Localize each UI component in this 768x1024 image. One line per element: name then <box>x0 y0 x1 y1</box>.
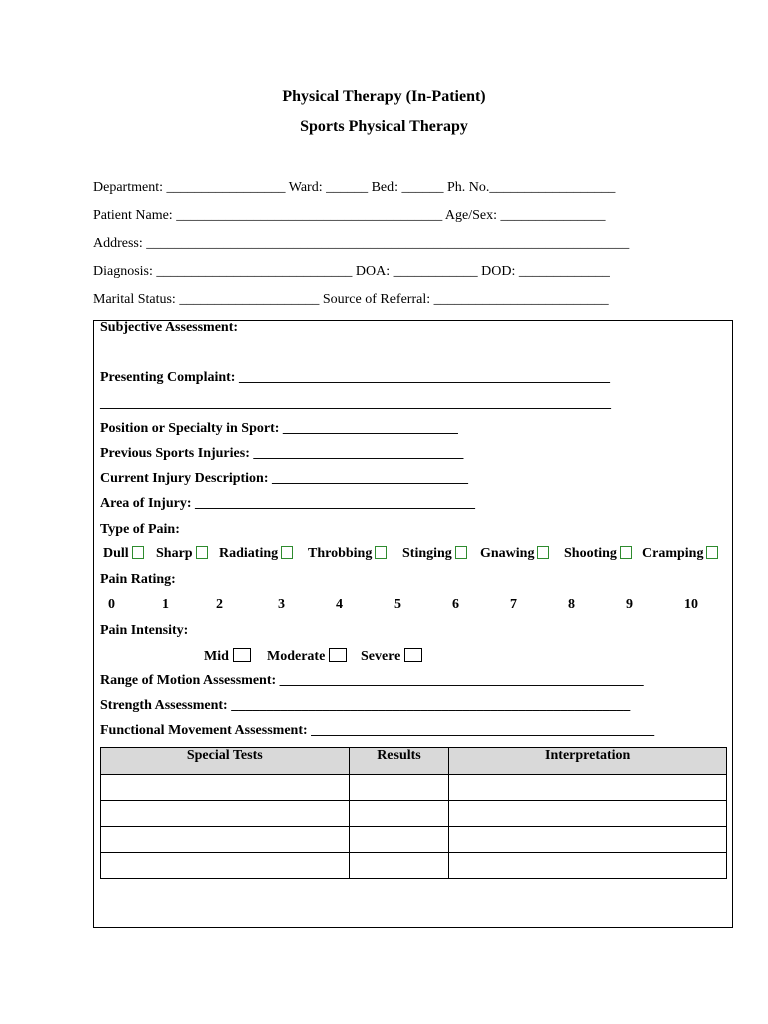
pain-rating-6[interactable]: 6 <box>452 597 459 612</box>
pain-rating-1[interactable]: 1 <box>162 597 169 612</box>
table-cell[interactable] <box>349 801 449 827</box>
pain-rating-0[interactable]: 0 <box>108 597 115 612</box>
table-row <box>101 801 727 827</box>
pain-type-label: Dull <box>103 546 129 561</box>
address-line[interactable]: Address: _____________________________________________________________________ <box>93 236 630 251</box>
table-cell[interactable] <box>449 853 727 879</box>
table-header-row <box>101 748 727 775</box>
pain-type-shooting <box>564 546 632 562</box>
column-header-special-tests: Special Tests <box>101 748 350 775</box>
intensity-moderate <box>267 648 347 665</box>
pain-rating-2[interactable]: 2 <box>216 597 223 612</box>
table-cell[interactable] <box>449 775 727 801</box>
intensity-moderate-checkbox[interactable] <box>329 648 347 662</box>
pain-throbbing-checkbox[interactable] <box>375 546 387 559</box>
pain-type-label: Shooting <box>564 546 617 561</box>
pain-type-label: Sharp <box>156 546 193 561</box>
table-row <box>101 775 727 801</box>
table-cell[interactable] <box>349 827 449 853</box>
strength-assessment-field[interactable]: Strength Assessment: _________________________________________________________ <box>100 698 631 713</box>
pain-rating-3[interactable]: 3 <box>278 597 285 612</box>
table-row <box>101 853 727 879</box>
presenting-complaint-continuation[interactable]: _________________________________________________________________________ <box>100 396 611 411</box>
intensity-mid <box>204 648 251 665</box>
column-header-interpretation: Interpretation <box>449 748 727 775</box>
pain-type-label: Throbbing <box>308 546 373 561</box>
current-injury-field[interactable]: Current Injury Description: ____________________________ <box>100 471 469 486</box>
intensity-mid-checkbox[interactable] <box>233 648 251 662</box>
area-of-injury-field[interactable]: Area of Injury: ________________________________________ <box>100 496 476 511</box>
functional-movement-field[interactable]: Functional Movement Assessment: _________________________________________________ <box>100 723 655 738</box>
pain-intensity-label: Pain Intensity: <box>100 623 189 638</box>
table-cell[interactable] <box>101 775 350 801</box>
subjective-assessment-heading: Subjective Assessment: <box>100 320 239 335</box>
pain-type-label: Radiating <box>219 546 279 561</box>
intensity-severe <box>361 648 422 665</box>
type-of-pain-label: Type of Pain: <box>100 522 180 537</box>
marital-status-referral-line[interactable]: Marital Status: ____________________ Source of Referral: _________________________ <box>93 292 609 307</box>
pain-type-radiating <box>219 546 293 562</box>
pain-rating-8[interactable]: 8 <box>568 597 575 612</box>
form-title: Physical Therapy (In-Patient) <box>282 88 486 105</box>
pain-rating-10[interactable]: 10 <box>684 597 698 612</box>
intensity-label: Mid <box>204 649 229 664</box>
pain-type-stinging <box>402 546 467 562</box>
pain-type-gnawing <box>480 546 549 562</box>
previous-injuries-field[interactable]: Previous Sports Injuries: ______________________________ <box>100 446 464 461</box>
pain-rating-label: Pain Rating: <box>100 572 176 587</box>
pain-type-sharp <box>156 546 208 562</box>
table-cell[interactable] <box>349 775 449 801</box>
diagnosis-doa-dod-line[interactable]: Diagnosis: ____________________________ DOA: ____________ DOD: _____________ <box>93 264 610 279</box>
range-of-motion-field[interactable]: Range of Motion Assessment: ____________________________________________________ <box>100 673 644 688</box>
pain-gnawing-checkbox[interactable] <box>537 546 549 559</box>
intensity-label: Severe <box>361 649 401 664</box>
table-cell[interactable] <box>349 853 449 879</box>
pain-radiating-checkbox[interactable] <box>281 546 293 559</box>
intensity-label: Moderate <box>267 649 326 664</box>
pain-type-throbbing <box>308 546 387 562</box>
department-ward-bed-phone-line[interactable]: Department: _________________ Ward: ______ Bed: ______ Ph. No.__________________ <box>93 180 616 195</box>
form-subtitle: Sports Physical Therapy <box>300 118 468 135</box>
pain-rating-4[interactable]: 4 <box>336 597 343 612</box>
pain-rating-5[interactable]: 5 <box>394 597 401 612</box>
sport-position-field[interactable]: Position or Specialty in Sport: _________________________ <box>100 421 458 436</box>
pain-rating-7[interactable]: 7 <box>510 597 517 612</box>
pain-sharp-checkbox[interactable] <box>196 546 208 559</box>
pain-stinging-checkbox[interactable] <box>455 546 467 559</box>
table-cell[interactable] <box>101 827 350 853</box>
patient-name-age-sex-line[interactable]: Patient Name: ______________________________________ Age/Sex: _______________ <box>93 208 606 223</box>
table-cell[interactable] <box>101 801 350 827</box>
pain-type-label: Gnawing <box>480 546 535 561</box>
pain-rating-9[interactable]: 9 <box>626 597 633 612</box>
pain-type-cramping <box>642 546 718 562</box>
table-cell[interactable] <box>101 853 350 879</box>
pain-type-dull <box>103 546 144 562</box>
pain-shooting-checkbox[interactable] <box>620 546 632 559</box>
presenting-complaint-field[interactable]: Presenting Complaint: _____________________________________________________ <box>100 370 610 385</box>
column-header-results: Results <box>349 748 449 775</box>
intensity-severe-checkbox[interactable] <box>404 648 422 662</box>
pain-type-label: Stinging <box>402 546 452 561</box>
special-tests-table <box>100 747 727 879</box>
table-cell[interactable] <box>449 801 727 827</box>
table-cell[interactable] <box>449 827 727 853</box>
pain-dull-checkbox[interactable] <box>132 546 144 559</box>
pain-cramping-checkbox[interactable] <box>706 546 718 559</box>
table-row <box>101 827 727 853</box>
pain-type-label: Cramping <box>642 546 704 561</box>
